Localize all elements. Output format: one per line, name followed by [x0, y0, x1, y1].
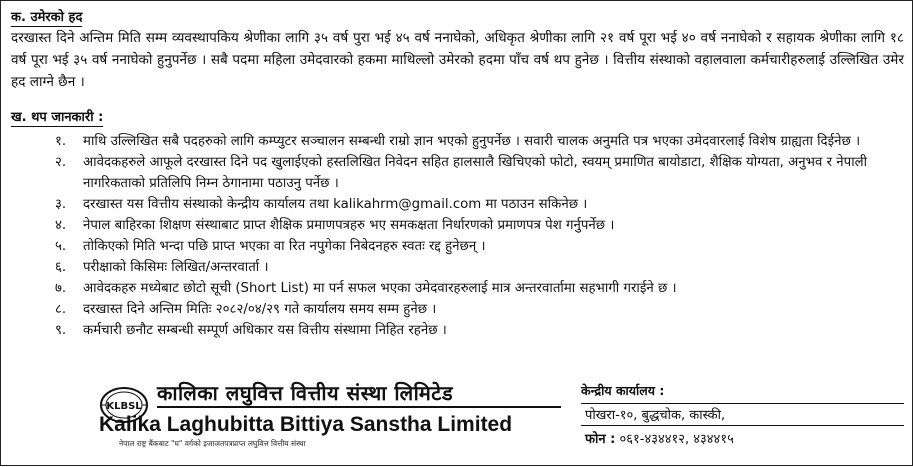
- list-item-text: माथि उल्लिखित सबै पदहरुको लागि कम्प्युटर सञ्चालन सम्बन्धी राम्रो ज्ञान भएको हुनुपर्नेछ । सवारी चालक अनुमति पत्र भएका उमेदवारलाई विशेष ग्राह्यता दिईनेछ ।: [83, 134, 861, 149]
- phone-label: फोन :: [585, 432, 616, 447]
- section-a-body: दरखास्त दिने अन्तिम मिति सम्म व्यवस्थापकिय श्रेणीका लागि ३५ वर्ष पुरा भई ४५ वर्ष ननाघेको, अधिकृत श्रेणीका लागि २१ वर्ष पूरा भई ४० वर्ष ननाघेको र सहायक श्रेणीका लागि १८ वर्ष पूरा भई ३५ वर्ष ननाघेको हुनुपर्नेछ । सबै पदमा महिला उमेदवारको हकमा माथिल्लो उमेरको हदमा पाँच वर्ष थप हुनेछ । वित्तीय संस्थाको वहालवाला कर्मचारीहरुलाई उल्लिखित उमेर हद लाग्ने छैन ।: [11, 30, 904, 90]
- list-item-number: ८.: [55, 302, 67, 317]
- list-item-number: १.: [55, 134, 67, 149]
- list-item-number: ५.: [55, 239, 67, 254]
- logo-text: KLBSL: [106, 401, 142, 412]
- list-item-number: ४.: [55, 218, 67, 233]
- list-item-number: ३.: [55, 197, 67, 212]
- list-item: [1, 257, 913, 278]
- divider: [581, 425, 904, 426]
- list-item: [1, 299, 913, 320]
- list-item-text: कर्मचारी छनौट सम्बन्धी सम्पूर्ण अधिकार यस वित्तीय संस्थामा निहित रहनेछ ।: [83, 323, 447, 338]
- organization-name-english: Kalika Laghubitta Bittiya Sanstha Limited: [99, 413, 513, 436]
- list-item: [1, 278, 913, 299]
- list-item: [1, 236, 913, 257]
- list-item-text: परीक्षाको किसिमः लिखित/अन्तरवार्ता ।: [83, 260, 269, 275]
- section-b-title: ख. थप जानकारी :: [11, 107, 103, 127]
- list-item: [1, 131, 913, 152]
- list-item-text: आवेदकहरुले आफूले दरखास्त दिने पद खुलाईएको हस्तलिखित निवेदन सहित हालसालै खिचिएको फोटो, स्वयम् प्रमाणित बायोडाटा, शैक्षिक योग्यता, अनुभव र नेपाली नागरिकताको प्रतिलिपि निम्न ठेगानामा पठाउनु पर्नेछ ।: [83, 155, 868, 191]
- section-a-title: क. उमेरको हद: [11, 7, 82, 27]
- organization-name-nepali: कालिका लघुवित्त वित्तीय संस्था लिमिटेड: [157, 381, 454, 405]
- list-item: [1, 320, 913, 341]
- list-item-number: ९.: [55, 323, 67, 338]
- section-a-heading: [11, 7, 82, 27]
- list-item-text: आवेदकहरु मध्येबाट छोटो सूची (Short List) मा पर्न सफल भएका उमेदवारहरुलाई मात्र अन्तरवार्तामा सहभागी गराईने छ ।: [83, 281, 677, 296]
- info-list: [1, 131, 913, 341]
- list-item-number: ६.: [55, 260, 67, 275]
- office-address: पोखरा-१०, बुद्धचोक, कास्की,: [585, 408, 726, 423]
- list-item-number: ७.: [55, 281, 67, 296]
- notice-footer: [1, 377, 913, 467]
- divider: [157, 406, 561, 408]
- list-item-text: तोकिएको मिति भन्दा पछि प्राप्त भएका वा रित नपुगेका निबेदनहरु स्वतः रद्द हुनेछन् ।: [83, 239, 486, 254]
- organization-license-line: नेपाल राष्ट्र बैंकबाट "घ" वर्गको इजाजतपत्रप्राप्त लघुवित्त वित्तीय संस्था: [119, 439, 306, 448]
- list-item-text: दरखास्त दिने अन्तिम मितिः २०८२/०४/२९ गते कार्यालय समय सम्म हुनेछ ।: [83, 302, 437, 317]
- list-item-text: दरखास्त यस वित्तीय संस्थाको केन्द्रीय कार्यालय तथा kalikahrm@gmail.com मा पठाउन सकिनेछ ।: [83, 197, 588, 212]
- list-item: [1, 152, 913, 194]
- office-title: केन्द्रीय कार्यालय :: [581, 383, 665, 398]
- divider: [581, 403, 904, 404]
- list-item-number: २.: [55, 155, 67, 170]
- list-item-text: नेपाल बाहिरका शिक्षण संस्थाबाट प्राप्त शैक्षिक प्रमाणपत्रहरु भए समकक्षता निर्धारणको प्रमाणपत्र पेश गर्नुपर्नेछ ।: [83, 218, 615, 233]
- list-item: [1, 194, 913, 215]
- list-item: [1, 215, 913, 236]
- phone-numbers: ०६१-४३४४१२, ४३४४१५: [619, 432, 734, 447]
- section-b-heading: [11, 107, 103, 127]
- office-phone: [585, 429, 734, 447]
